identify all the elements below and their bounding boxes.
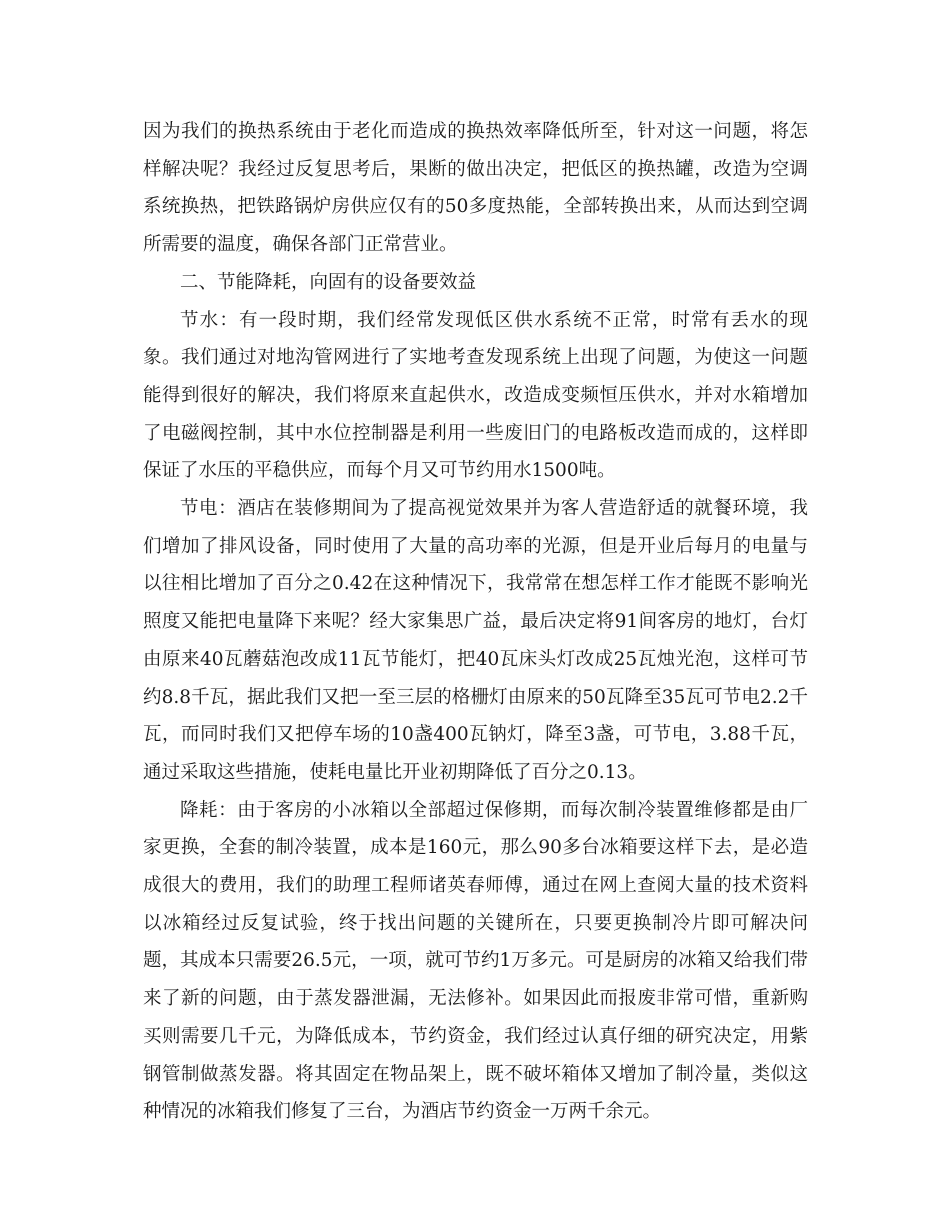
paragraph-water-saving: 节水：有一段时期，我们经常发现低区供水系统不正常，时常有丢水的现象。我们通过对地沟管网进行了实地考查发现系统上出现了问题，为使这一问题能得到很好的解决，我们将原来直起供水，改造成变频恒压供水，并对水箱增加了电磁阀控制，其中水位控制器是利用一些废旧门的电路板改造而成的，这样即保证了水压的平稳供应，而每个月又可节约用水1500吨。 — [143, 309, 808, 482]
section-heading-energy-saving: 二、节能降耗，向固有的设备要效益 — [180, 271, 477, 293]
paragraph-heat-exchange: 因为我们的换热系统由于老化而造成的换热效率降低所至，针对这一问题，将怎样解决呢？我经过反复思考后，果断的做出决定，把低区的换热罐，改造为空调系统换热，把铁路锅炉房供应仅有的50多度热能，全部转换出来，从而达到空调所需要的温度，确保各部门正常营业。 — [143, 121, 808, 256]
paragraph-cost-reduction: 降耗：由于客房的小冰箱以全部超过保修期，而每次制冷装置维修都是由厂家更换，全套的制冷装置，成本是160元，那么90多台冰箱要这样下去，是必造成很大的费用，我们的助理工程师诸英春师傅，通过在网上查阅大量的技术资料以冰箱经过反复试验，终于找出问题的关键所在，只要更换制冷片即可解决问题，其成本只需要26.5元，一项，就可节约1万多元。可是厨房的冰箱又给我们带来了新的问题，由于蒸发器泄漏，无法修补。如果因此而报废非常可惜，重新购买则需要几千元，为降低成本，节约资金，我们经过认真仔细的研究决定，用紫钢管制做蒸发器。将其固定在物品架上，既不破坏箱体又增加了制冷量，类似这种情况的冰箱我们修复了三台，为酒店节约资金一万两千余元。 — [143, 799, 808, 1123]
document-body — [143, 113, 808, 1131]
paragraph-electricity-saving: 节电：酒店在装修期间为了提高视觉效果并为客人营造舒适的就餐环境，我们增加了排风设备，同时使用了大量的高功率的光源，但是开业后每月的电量与以往相比增加了百分之0.42在这种情况下，我常常在想怎样工作才能既不影响光照度又能把电量降下来呢？经大家集思广益，最后决定将91间客房的地灯，台灯由原来40瓦蘑菇泡改成11瓦节能灯，把40瓦床头灯改成25瓦烛光泡，这样可节约8.8千瓦，据此我们又把一至三层的格栅灯由原来的50瓦降至35瓦可节电2.2千瓦，而同时我们又把停车场的10盏400瓦钠灯，降至3盏，可节电，3.88千瓦，通过采取这些措施，使耗电量比开业初期降低了百分之0.13。 — [143, 498, 808, 783]
